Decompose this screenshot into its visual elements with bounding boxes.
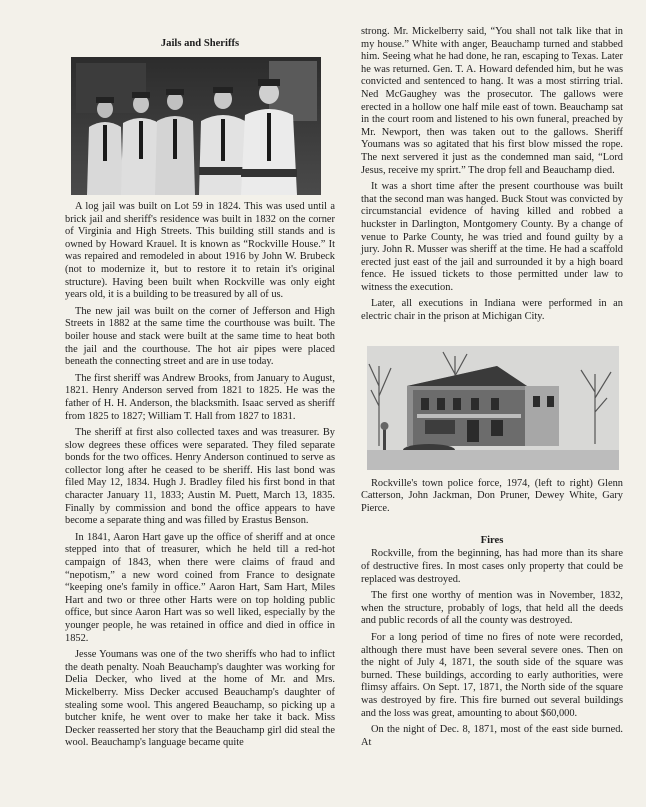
paragraph: It was a short time after the present courthouse was built that the second man was hanged. Buck Stout was convicted by circumstancial evidence of having killed and robbed a huckster in Darlington, Montgomery County. By a change of venue to Parke County, he was tried and found guilty by a jury. John R. Musser was sheriff at the time. He had a scaffold erected just east of the jail and surrounded it by a high board fence. He issued tickets to those permitted under law to witness the execution. xyxy=(361,181,623,293)
left-column xyxy=(65,0,335,754)
paragraph: Later, all executions in Indiana were performed in an electric chair in the prison at Michigan City. xyxy=(361,298,623,323)
paragraph: The first one worthy of mention was in November, 1832, when the structure, probably of logs, that held all the deeds and public records of all the county was destroyed. xyxy=(361,590,623,627)
jail-building-photo xyxy=(367,346,619,470)
paragraph: strong. Mr. Mickelberry said, “You shall not talk like that in my house.” White with anger, Beauchamp turned and stabbed him. Seeing what he had done, he ran, escaping to Texas. Later he was returned. Gen. T. A. Howard defended him, but he was convicted and sentenced to hang. It was a most stirring trial. Ned McGaughey was the prosecutor. The gallows were erected in a hollow one half mile east of town. Beauchamp sat in the court room and listened to his own funeral, preached by Mr. Newport, then was taken out to the gallows. Sheriff Youmans was so agitated that his first blow missed the rope. The next servered it just as the condemned man said, “Lord Jesus, receive my sprirt.” The drop fell and Beauchamp died. xyxy=(361,26,623,176)
section-heading-fires: Fires xyxy=(480,535,504,547)
paragraph: In 1841, Aaron Hart gave up the office of sheriff and at once stepped into that of treasurer, which he held till a red-hot campaign of 1843, when there were claims of fraud and “nepotism,” a new word coined from France to designate “keeping one's family in office.” Aaron Hart, Sam Hart, Miles Hart and two or three other Harts were on top holding public office, but since Aaron Hart was so well liked, especially by the younger people, he was retained in office and died in office in 1852. xyxy=(65,531,335,644)
police-force-photo xyxy=(71,57,321,195)
paragraph: The new jail was built on the corner of Jefferson and High Streets in 1882 at the same time the courthouse was built. The boiler house and stack were built at the same time to heat both the jail and the courthouse. The hot air pipes were placed beneath the connecting street and are in use today. xyxy=(65,305,335,368)
paragraph: Jesse Youmans was one of the two sheriffs who had to inflict the death penalty. Noah Beauchamp's daughter was working for Delia Decker, who lived at the home of Mr. and Mrs. Mickelberry. Miss Decker accused Beauchamp's daughter of stealing some wool. This angered Beauchamp, so picking up a butcher knife, he went over to make her take it back. Miss Decker reasserted her story that the Beauchamp girl did steal the wool. Beauchamp's language became quite xyxy=(65,649,335,749)
photo-caption: Rockville's town police force, 1974, (left to right) Glenn Catterson, John Jackman, Don Pruner, Dewey White, Gary Pierce. xyxy=(361,477,623,514)
paragraph: Rockville, from the beginning, has had more than its share of destructive fires. In most cases only property that could be replaced was destroyed. xyxy=(361,548,623,585)
paragraph: A log jail was built on Lot 59 in 1824. This was used until a brick jail and sheriff's residence was built in 1832 on the corner of Virginia and High Streets. This building still stands and is owned by Howard Krauel. It is known as “Rockville House.” It was repaired and remodeled in about 1916 by John W. Brubeck (not to modernize it, but to restore it to retain it's original structure). Having been built when Rockville was only eight years old, it is a building to be treasured by all of us. xyxy=(65,201,335,301)
section-heading-jails: Jails and Sheriffs xyxy=(160,38,240,49)
jail-building-image xyxy=(367,346,619,470)
paragraph: For a long period of time no fires of note were recorded, although there must have been several severe ones. Then on the night of July 4, 1871, the south side of the square was burned. These buildings, according to early authorities, were flimsy affairs. On Sept. 17, 1871, the North side of the square was destroyed by fire. This fire burned out several buildings and the loss was great, amounting to about $60,000. xyxy=(361,632,623,719)
police-officers-image xyxy=(71,57,321,195)
paragraph: The first sheriff was Andrew Brooks, from January to August, 1821. Henry Anderson served from 1821 to 1825. He was the father of H. H. Anderson, the blacksmith. Isaac served as sheriff from 1825 to 1827; William T. Hall from 1827 to 1831. xyxy=(65,372,335,422)
paragraph: On the night of Dec. 8, 1871, most of the east side burned. At xyxy=(361,724,623,748)
paragraph: The sheriff at first also collected taxes and was treasurer. By slow degrees these offices were separated. They filed separate bonds for the two offices. Henry Anderson continued to serve as collector long after he ceased to be sheriff. His last bond was filed May 12, 1834. Hugh J. Bradley filed his first bond in that character January 11, 1833; Austin M. Puett, March 13, 1835. Finally by commission and bond the office appears to have become a separate thing and was filled by Erastus Benson. xyxy=(65,427,335,527)
right-column xyxy=(361,26,623,753)
